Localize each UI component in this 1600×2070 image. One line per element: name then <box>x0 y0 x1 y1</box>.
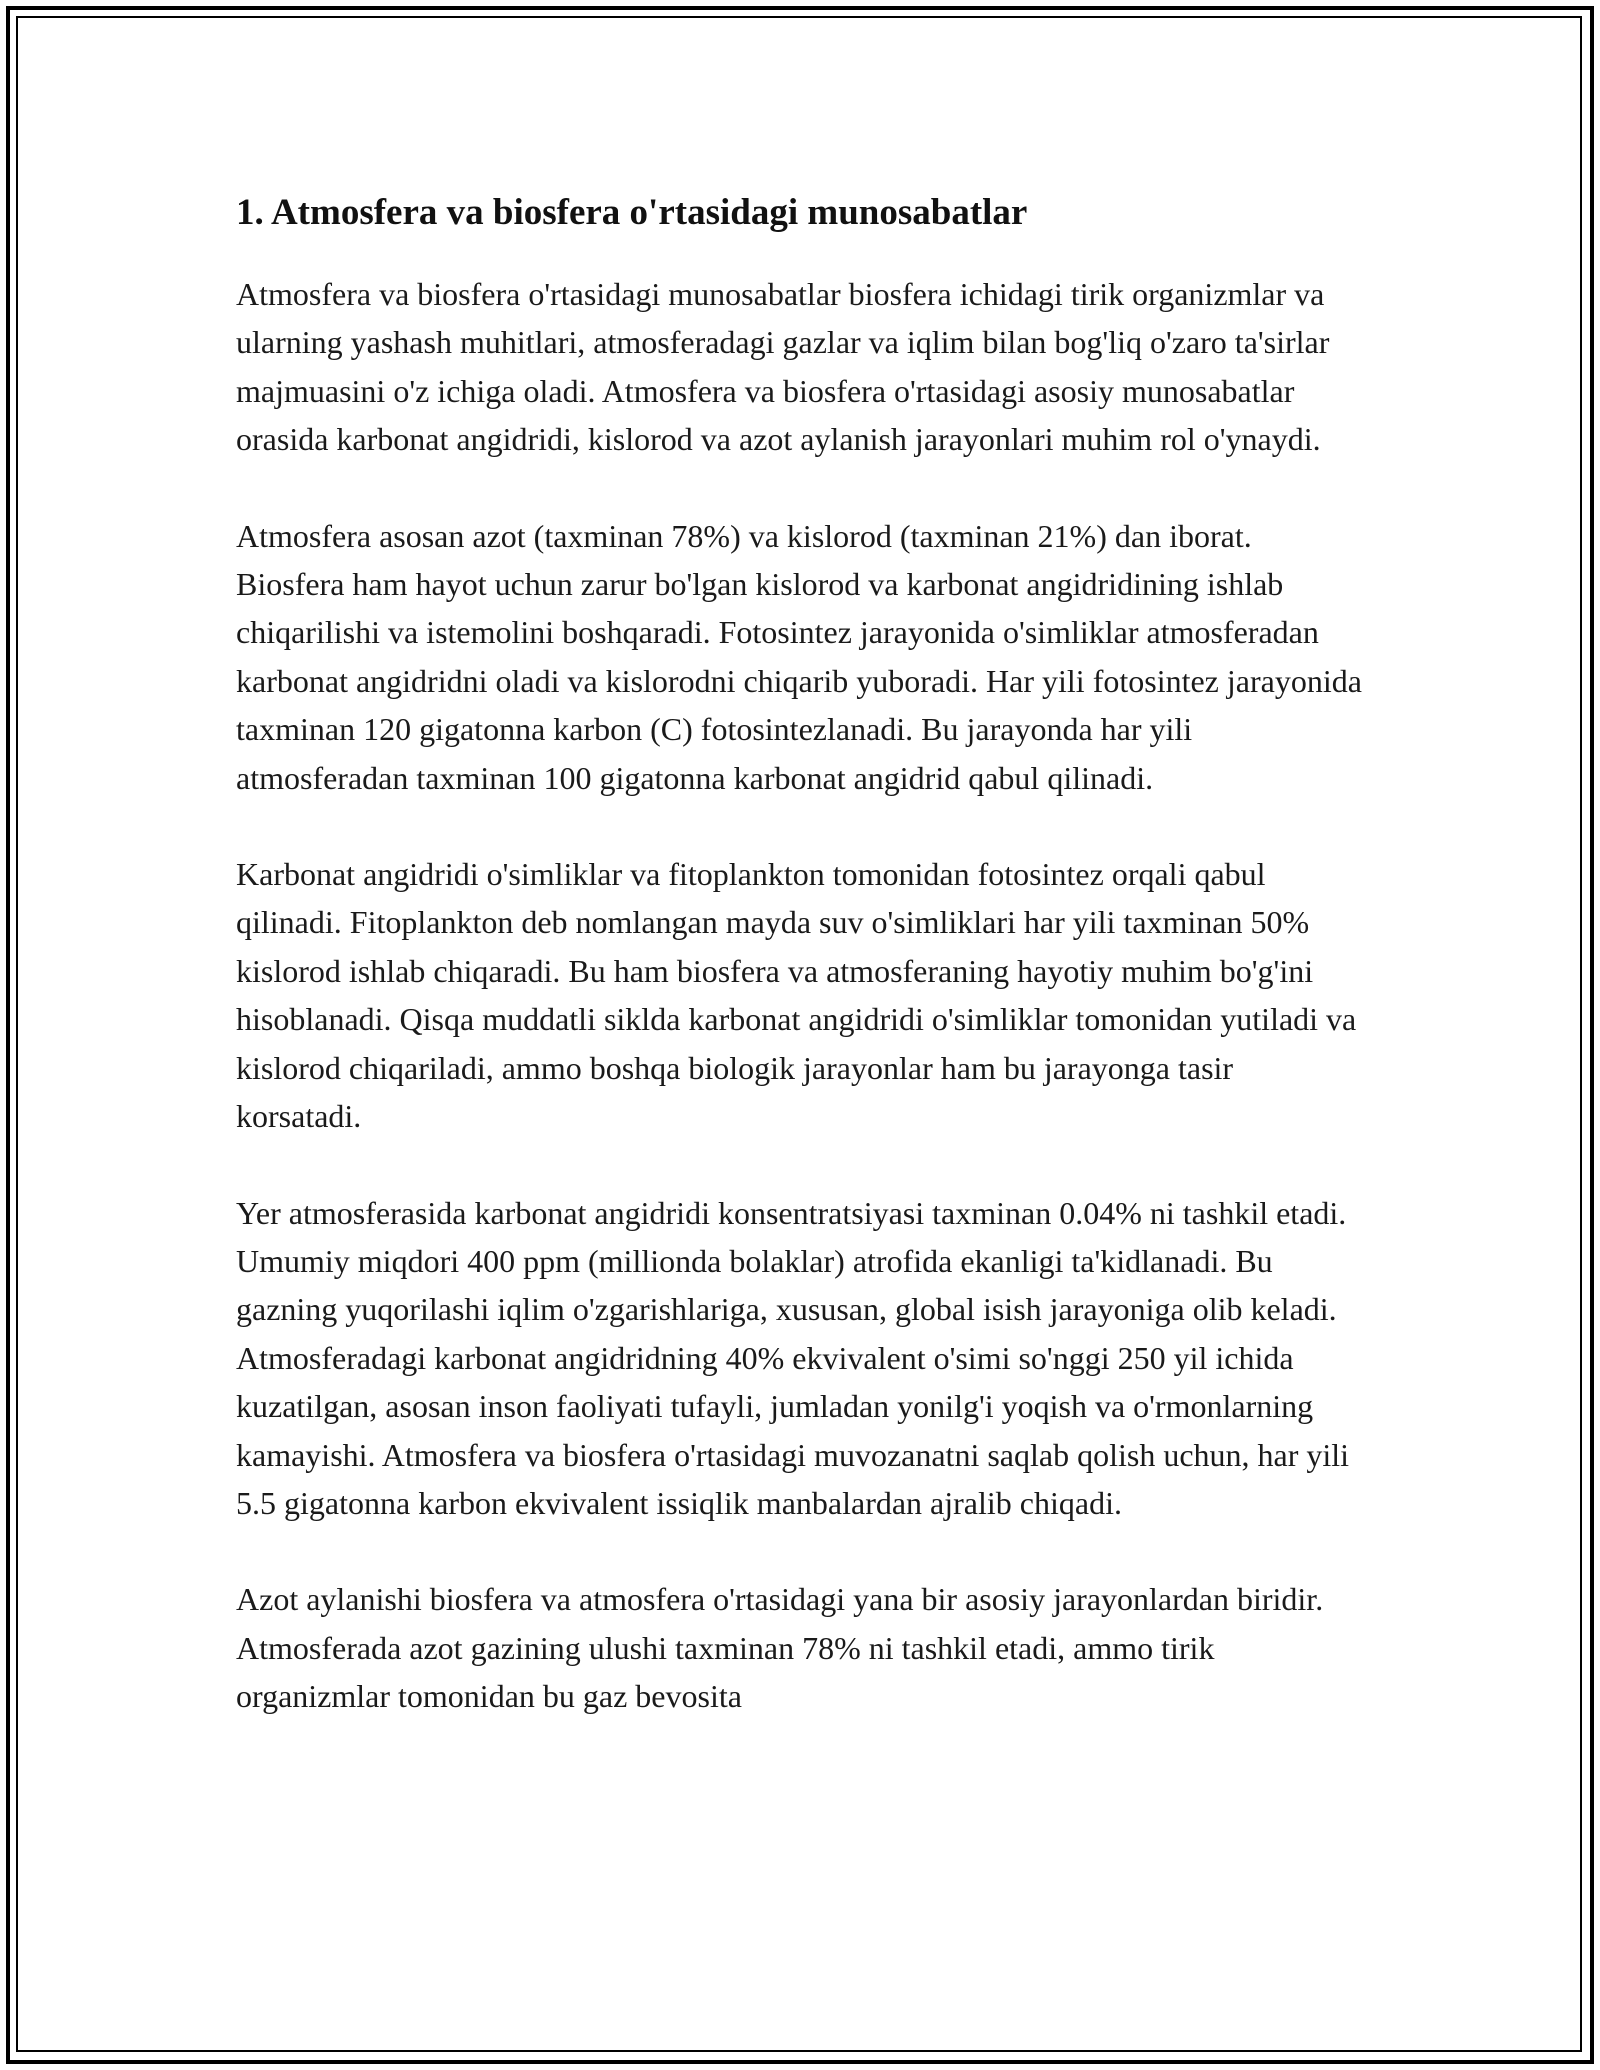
paragraph: Atmosfera asosan azot (taxminan 78%) va kislorod (taxminan 21%) dan iborat. Biosfera ham hayot uchun zarur bo'lgan kislorod va karbonat angidridining ishlab chiqarilishi va istemolini boshqaradi. Fotosintez jarayonida o'simliklar atmosferadan karbonat angidridni oladi va kislorodni chiqarib yuboradi. Har yili fotosintez jarayonida taxminan 120 gigatonna karbon (C) fotosintezlanadi. Bu jarayonda har yili atmosferadan taxminan 100 gigatonna karbonat angidrid qabul qilinadi. <box>236 517 1362 796</box>
paragraph: Atmosfera va biosfera o'rtasidagi munosabatlar biosfera ichidagi tirik organizmlar va ularning yashash muhitlari, atmosferadagi gazlar va iqlim bilan bog'liq o'zaro ta'sirlar majmuasini o'z ichiga oladi. Atmosfera va biosfera o'rtasidagi asosiy munosabatlar orasida karbonat angidridi, kislorod va azot aylanish jarayonlari muhim rol o'ynaydi. <box>236 276 1330 458</box>
section-heading: 1. Atmosfera va biosfera o'rtasidagi munosabatlar <box>236 192 1028 233</box>
paragraph: Yer atmosferasida karbonat angidridi konsentratsiyasi taxminan 0.04% ni tashkil etadi. Umumiy miqdori 400 ppm (millionda bolaklar) atrofida ekanligi ta'kidlanadi. Bu gazning yuqorilashi iqlim o'zgarishlariga, xususan, global isish jarayoniga olib keladi. Atmosferadagi karbonat angidridning 40% ekvivalent o'simi so'nggi 250 yil ichida kuzatilgan, asosan inson faoliyati tufayli, jumladan yonilg'i yoqish va o'rmonlarning kamayishi. Atmosfera va biosfera o'rtasidagi muvozanatni saqlab qolish uchun, har yili 5.5 gigatonna karbon ekvivalent issiqlik manbalardan ajralib chiqadi. <box>236 1194 1350 1521</box>
document-body <box>236 185 1366 1769</box>
paragraph: Karbonat angidridi o'simliklar va fitoplankton tomonidan fotosintez orqali qabul qilinadi. Fitoplankton deb nomlangan mayda suv o'simliklari har yili taxminan 50% kislorod ishlab chiqaradi. Bu ham biosfera va atmosferaning hayotiy muhim bo'g'ini hisoblanadi. Qisqa muddatli siklda karbonat angidridi o'simliklar tomonidan yutiladi va kislorod chiqariladi, ammo boshqa biologik jarayonlar ham bu jarayonga tasir korsatadi. <box>236 856 1357 1135</box>
paragraph: Azot aylanishi biosfera va atmosfera o'rtasidagi yana bir asosiy jarayonlardan biridir. Atmosferada azot gazining ulushi taxminan 78% ni tashkil etadi, ammo tirik organizmlar tomonidan bu gaz bevosita <box>236 1581 1324 1715</box>
